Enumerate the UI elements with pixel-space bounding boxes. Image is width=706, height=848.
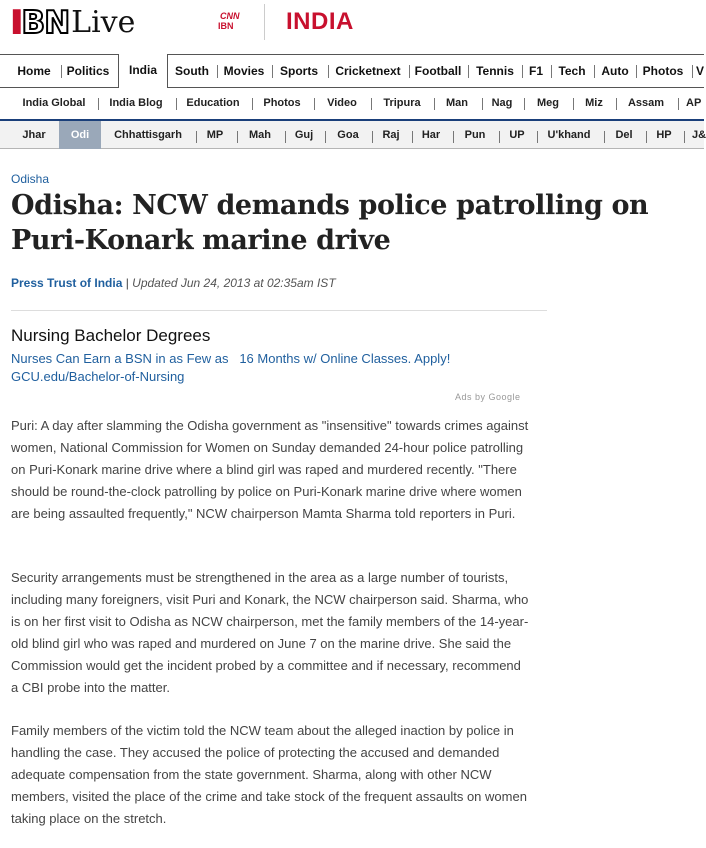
cnn-logo-text: CNN <box>220 11 240 21</box>
edition-title[interactable]: INDIA <box>286 8 354 35</box>
nav-divider <box>604 131 605 143</box>
nav-divider <box>522 65 523 78</box>
nav-divider <box>372 131 373 143</box>
nav3-del[interactable]: Del <box>615 129 633 141</box>
article-paragraph-2: Security arrangements must be strengthened in the area as a large number of tourists, including many foreigners, visit Puri and Konark, the NCW chairperson said. Sharma, who is on her first visit to Odisha as NCW chairperson, met the family members of the 14-year-old blind girl who was raped and murdered on June 7 on the marine drive. She said the Commission would get the incident probed by a committee and if necessary, recommend a CBI probe into the matter. <box>11 570 529 695</box>
nav2-ap-truncated[interactable]: AP <box>686 97 702 109</box>
nav-divider <box>692 65 693 78</box>
logo-ibn-b: B <box>21 5 45 41</box>
nav3-up[interactable]: UP <box>509 129 525 141</box>
logo-live: Live <box>71 5 136 40</box>
nav-divider <box>314 98 315 110</box>
nav2-nag[interactable]: Nag <box>491 97 513 109</box>
nav3-guj[interactable]: Guj <box>294 129 314 141</box>
nav2-meg[interactable]: Meg <box>537 97 559 109</box>
nav3-goa[interactable]: Goa <box>337 129 359 141</box>
nav3-hp[interactable]: HP <box>656 129 672 141</box>
header-divider <box>264 4 265 40</box>
nav-auto[interactable]: Auto <box>601 64 629 78</box>
nav-video-truncated[interactable]: V <box>696 64 705 78</box>
nav-divider <box>482 98 483 110</box>
ads-by-google[interactable]: Ads by Google <box>455 392 521 402</box>
logo-ibn-n: N <box>44 5 70 41</box>
nav-divider <box>237 131 238 143</box>
nav-divider <box>328 65 329 78</box>
nav-home[interactable]: Home <box>17 64 51 78</box>
nav3-chhattisgarh[interactable]: Chhattisgarh <box>114 129 182 141</box>
nav-politics[interactable]: Politics <box>66 64 110 78</box>
nav2-miz[interactable]: Miz <box>585 97 603 109</box>
nav-divider <box>272 65 273 78</box>
nav3-har[interactable]: Har <box>421 129 441 141</box>
nav-divider <box>285 131 286 143</box>
nav-divider <box>594 65 595 78</box>
ad-link[interactable]: GCU.edu/Bachelor-of-Nursing <box>11 369 185 384</box>
nav2-india-global[interactable]: India Global <box>22 97 86 109</box>
nav-photos[interactable]: Photos <box>642 64 684 78</box>
nav2-man[interactable]: Man <box>446 97 468 109</box>
nav-f1[interactable]: F1 <box>528 64 543 78</box>
article-headline: Odisha: NCW demands police patrolling on Puri-Konark marine drive <box>11 190 649 256</box>
ibn-logo-text: IBN <box>218 21 234 31</box>
nav3-mp[interactable]: MP <box>206 129 224 141</box>
nav-south[interactable]: South <box>175 64 209 78</box>
states-nav <box>0 119 704 149</box>
nav-divider <box>453 131 454 143</box>
nav-divider <box>678 98 679 110</box>
nav2-video[interactable]: Video <box>327 97 357 109</box>
nav-divider <box>217 65 218 78</box>
nav-divider <box>468 65 469 78</box>
nav-divider <box>616 98 617 110</box>
nav3-pun[interactable]: Pun <box>464 129 486 141</box>
nav-sports[interactable]: Sports <box>279 64 318 78</box>
byline-divider <box>11 310 547 311</box>
secondary-nav <box>0 88 704 119</box>
ad-text[interactable]: Nurses Can Earn a BSN in as Few as 16 Months w/ Online Classes. Apply! <box>11 351 451 366</box>
nav2-tripura[interactable]: Tripura <box>383 97 421 109</box>
nav3-odi[interactable]: Odi <box>59 121 101 149</box>
nav-divider <box>176 98 177 110</box>
article-paragraph-3: Family members of the victim told the NCW team about the alleged inaction by police in handling the case. They accused the police of protecting the accused and demanded adequate compensation from the state government. Sharma, along with other NCW members, visited the place of the crime and take stock of the frequent assaults on women taking place on the stretch. <box>11 723 527 826</box>
nav-india[interactable]: India <box>118 54 168 88</box>
nav-divider <box>61 65 62 78</box>
article-paragraph-1: Puri: A day after slamming the Odisha government as "insensitive" towards crimes against women, National Commission for Women on Sunday demanded 24-hour police patrolling on Puri-Konark marine drive where a blind girl was raped and murdered recently. "There should be round-the-clock patrolling by police on Puri-Konark marine drive where women are being assaulted frequently," NCW chairperson Mamta Sharma told reporters in Puri. <box>11 418 529 521</box>
logo-ibn <box>11 5 70 41</box>
nav-divider <box>412 131 413 143</box>
nav-football[interactable]: Football <box>414 64 462 78</box>
nav2-education[interactable]: Education <box>186 97 240 109</box>
nav-divider <box>636 65 637 78</box>
nav3-jhar[interactable]: Jhar <box>22 129 46 141</box>
nav-movies[interactable]: Movies <box>223 64 265 78</box>
byline-separator: | <box>122 276 133 290</box>
byline <box>11 276 336 290</box>
nav3-ukhand[interactable]: U'khand <box>547 129 591 141</box>
ibnlive-logo[interactable] <box>11 5 136 41</box>
cnn-ibn-logo[interactable] <box>217 11 243 33</box>
nav-divider <box>537 131 538 143</box>
nav-divider <box>551 65 552 78</box>
nav2-assam[interactable]: Assam <box>627 97 665 109</box>
nav-divider <box>646 131 647 143</box>
nav-divider <box>499 131 500 143</box>
nav-divider <box>98 98 99 110</box>
nav-divider <box>409 65 410 78</box>
nav-divider <box>684 131 685 143</box>
nav-tennis[interactable]: Tennis <box>476 64 514 78</box>
nav-cricketnext[interactable]: Cricketnext <box>335 64 401 78</box>
nav-divider <box>371 98 372 110</box>
nav2-photos[interactable]: Photos <box>263 97 301 109</box>
nav-divider <box>524 98 525 110</box>
primary-nav <box>0 54 704 88</box>
nav3-mah[interactable]: Mah <box>249 129 271 141</box>
site-header <box>0 0 704 54</box>
nav3-jk-truncated[interactable]: J& <box>692 129 706 141</box>
section-label[interactable]: Odisha <box>11 172 50 186</box>
nav-divider <box>252 98 253 110</box>
nav2-india-blog[interactable]: India Blog <box>109 97 163 109</box>
nav-divider <box>573 98 574 110</box>
nav-divider <box>434 98 435 110</box>
logo-ibn-i: I <box>11 5 22 41</box>
nav-divider <box>196 131 197 143</box>
nav-tech[interactable]: Tech <box>558 64 586 78</box>
nav-divider <box>325 131 326 143</box>
ad-title[interactable]: Nursing Bachelor Degrees <box>11 326 211 345</box>
byline-updated: Updated Jun 24, 2013 at 02:35am IST <box>132 276 336 290</box>
byline-source[interactable]: Press Trust of India <box>11 276 123 290</box>
nav3-raj[interactable]: Raj <box>382 129 400 141</box>
